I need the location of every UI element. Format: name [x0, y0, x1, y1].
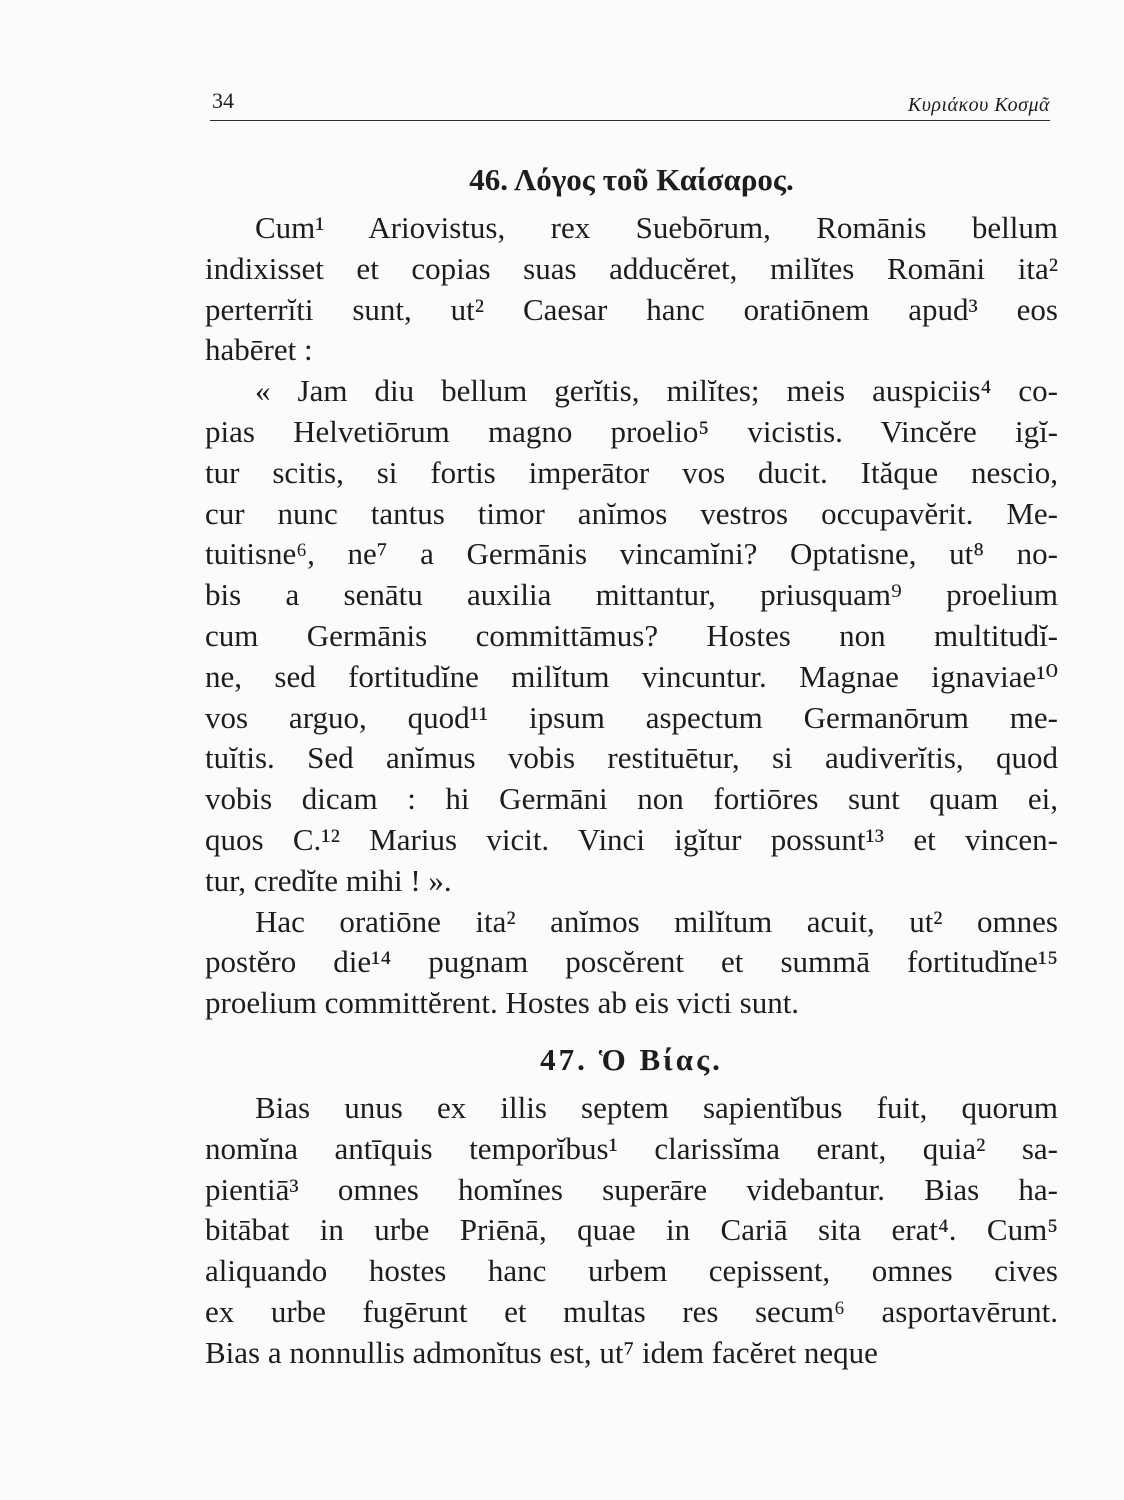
running-head: Κυριάκου Κοσμᾶ — [907, 94, 1050, 116]
text-line: cum Germānis committāmus? Hostes non multitudĭ- — [205, 617, 1058, 653]
text-line: cur nunc tantus timor anĭmos vestros occupavĕrit. Me- — [205, 495, 1058, 531]
text-line: Bias unus ex illis septem sapientĭbus fuit, quorum — [255, 1089, 1058, 1125]
paragraph — [205, 371, 1058, 901]
text-line: bitābat in urbe Priēnā, quae in Cariā sita erat⁴. Cum⁵ — [205, 1212, 1058, 1248]
text-line: proelium committĕrent. Hostes ab eis victi sunt. — [205, 985, 800, 1021]
text-line: tuĭtis. Sed anĭmus vobis restituētur, si audiverĭtis, quod — [205, 740, 1058, 776]
text-line: pientiā³ omnes homĭnes superāre videbantur. Bias ha- — [205, 1171, 1058, 1207]
text-line: vos arguo, quod¹¹ ipsum aspectum Germanōrum me- — [205, 699, 1058, 735]
text-line: vobis dicam : hi Germāni non fortiōres sunt quam ei, — [205, 781, 1058, 817]
text-line: « Jam diu bellum gerĭtis, milĭtes; meis auspiciis⁴ co- — [255, 373, 1058, 409]
text-line: tur scitis, si fortis imperātor vos ducit. Ităque nescio, — [205, 454, 1058, 490]
text-line: quos C.¹² Marius vicit. Vinci igĭtur possunt¹³ et vincen- — [205, 821, 1058, 857]
text-line: Hac oratiōne ita² anĭmos milĭtum acuit, ut² omnes — [255, 903, 1058, 939]
section-title: 46. Λόγος τοῦ Καίσαρος. — [469, 162, 794, 197]
page-header — [210, 88, 1050, 121]
text-line: Cum¹ Ariovistus, rex Suebōrum, Romānis bellum — [255, 210, 1058, 245]
section-title: 47. Ὁ Βίας. — [540, 1041, 723, 1077]
text-line: tuitisne⁶, ne⁷ a Germānis vincamĭni? Optatisne, ut⁸ no- — [205, 536, 1058, 572]
page-number: 34 — [212, 88, 234, 113]
section-body — [205, 208, 1058, 1024]
paragraph — [205, 1088, 1058, 1374]
text-line: pias Helvetiōrum magno proelio⁵ vicistis. Vincĕre igĭ- — [205, 413, 1058, 449]
text-line: ex urbe fugērunt et multas res secum⁶ asportavērunt. — [205, 1293, 1058, 1329]
text-line: tur, credĭte mihi ! ». — [205, 862, 452, 898]
text-line: postĕro die¹⁴ pugnam poscĕrent et summā fortitudĭne¹⁵ — [205, 944, 1058, 980]
text-line: Bias a nonnullis admonĭtus est, ut⁷ idem facĕret neque — [205, 1334, 878, 1370]
text-line: bis a senātu auxilia mittantur, priusquam⁹ proelium — [205, 577, 1058, 613]
text-line: indixisset et copias suas adducĕret, milĭtes Romāni ita² — [205, 250, 1058, 286]
text-line: habēret : — [205, 332, 313, 368]
text-line: perterrĭti sunt, ut² Caesar hanc oratiōnem apud³ eos — [205, 291, 1058, 327]
text-line: aliquando hostes hanc urbem cepissent, omnes cives — [205, 1253, 1058, 1289]
paragraph — [205, 208, 1058, 371]
page-text — [205, 152, 1058, 1374]
text-line: nomĭna antīquis temporĭbus¹ clarissĭma erant, quia² sa- — [205, 1130, 1058, 1166]
section-body — [205, 1088, 1058, 1374]
paragraph — [205, 902, 1058, 1024]
text-line: ne, sed fortitudĭne milĭtum vincuntur. Magnae ignaviae¹⁰ — [205, 658, 1058, 694]
